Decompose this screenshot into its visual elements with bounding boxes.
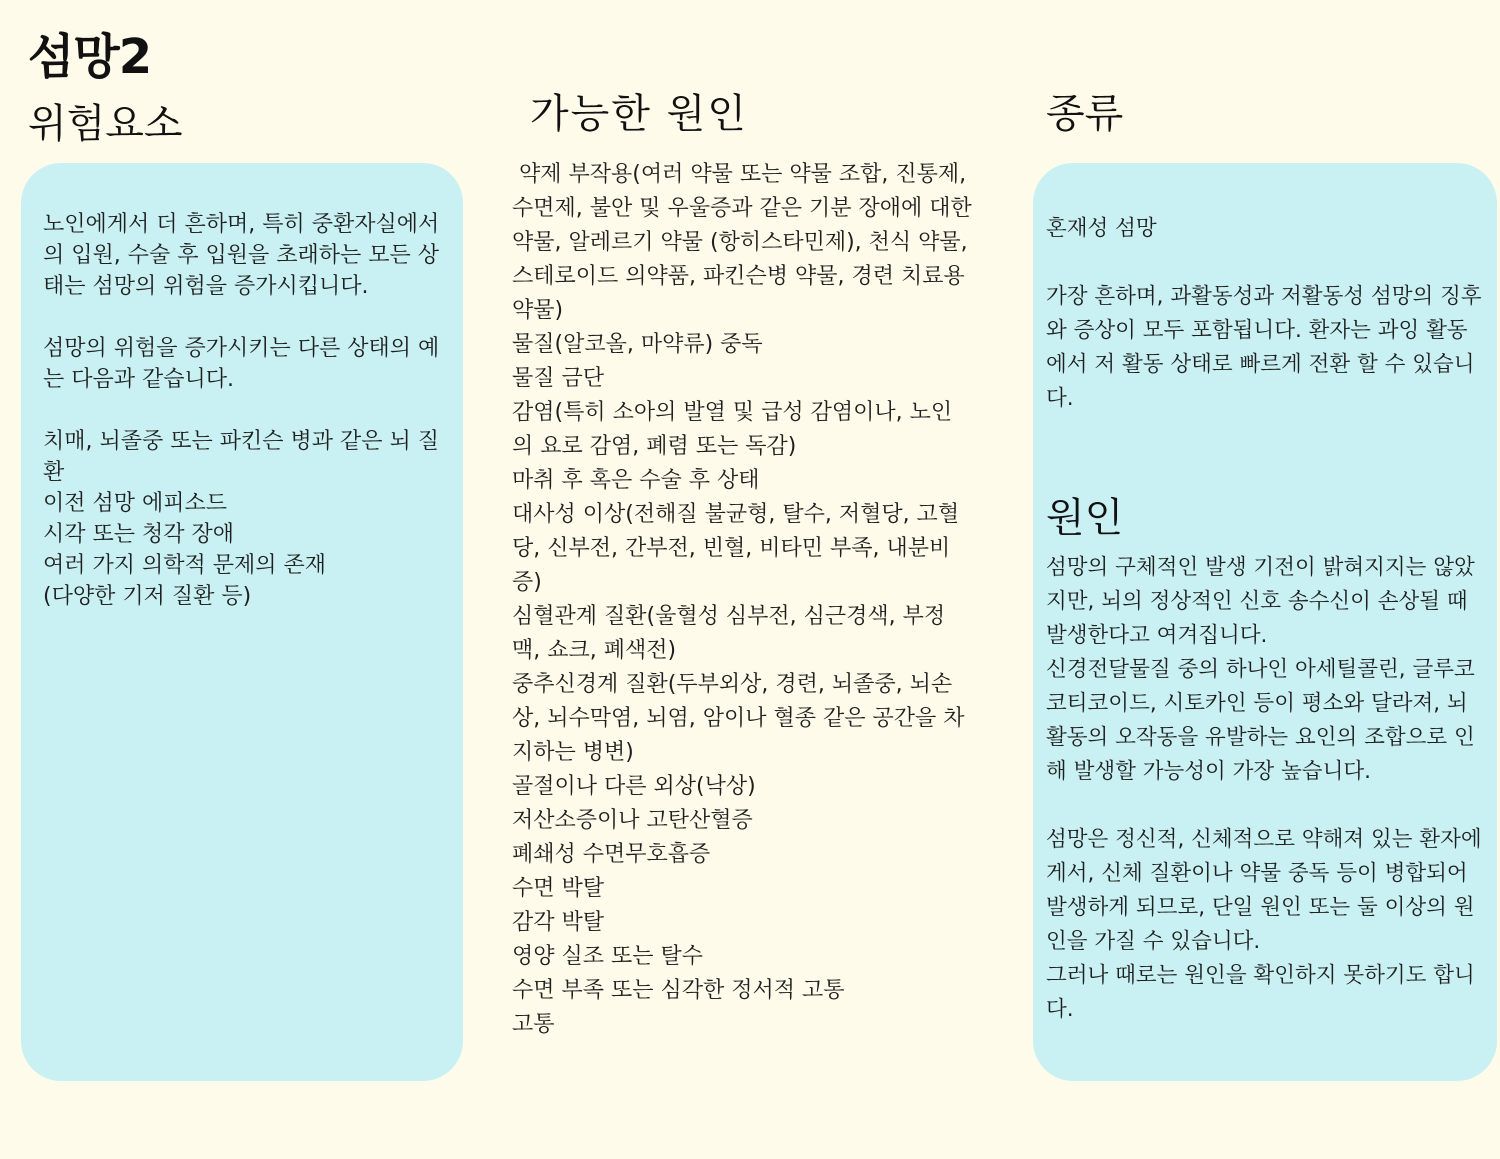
cause-item: 감염(특히 소아의 발열 및 급성 감염이나, 노인의 요로 감염, 폐렴 또는 독감) xyxy=(512,400,953,459)
possible-causes-heading: 가능한 원인 xyxy=(530,91,748,137)
causes-paragraph: 그러나 때로는 원인을 확인하지 못하기도 합니다. xyxy=(1046,963,1475,1022)
causes-content xyxy=(1046,551,1486,1027)
causes-paragraph: 섬망의 구체적인 발생 기전이 밝혀지지는 않았지만, 뇌의 정상적인 신호 송수신이 손상될 때 발생한다고 여겨집니다. xyxy=(1046,555,1475,648)
causes-heading: 원인 xyxy=(1046,495,1124,541)
page-title: 섬망2 xyxy=(28,29,152,85)
cause-item: 대사성 이상(전해질 불균형, 탈수, 저혈당, 고혈당, 신부전, 간부전, 빈혈, 비타민 부족, 내분비증) xyxy=(512,502,960,595)
possible-causes-list xyxy=(512,158,979,1042)
cause-item: 고통 xyxy=(512,1012,555,1037)
causes-paragraph: 신경전달물질 중의 하나인 아세틸콜린, 글루코코티코이드, 시토카인 등이 평소와 달라져, 뇌 활동의 오작동을 유발하는 요인의 조합으로 인해 발생할 가능성이 가장 높습니다. xyxy=(1046,657,1475,784)
cause-item: 영양 실조 또는 탈수 xyxy=(512,944,703,969)
cause-item: 물질(알코올, 마약류) 중독 xyxy=(512,332,763,357)
cause-item: 감각 박탈 xyxy=(512,910,605,935)
cause-item: 물질 금단 xyxy=(512,366,605,391)
cause-item: 심혈관계 질환(울혈성 심부전, 심근경색, 부정맥, 쇼크, 폐색전) xyxy=(512,604,946,663)
risk-factor-item: 시각 또는 청각 장애 xyxy=(43,522,234,547)
type-description: 가장 흔하며, 과활동성과 저활동성 섬망의 징후와 증상이 모두 포함됩니다. 환자는 과잉 활동에서 저 활동 상태로 빠르게 전환 할 수 있습니다. xyxy=(1046,284,1482,411)
risk-factors-content xyxy=(43,209,443,612)
cause-item: 마취 후 혹은 수술 후 상태 xyxy=(512,468,760,493)
cause-item: 저산소증이나 고탄산혈증 xyxy=(512,808,753,833)
cause-item: 약제 부작용(여러 약물 또는 약물 조합, 진통제, 수면제, 불안 및 우울증과 같은 기분 장애에 대한 약물, 알레르기 약물 (항히스타민제), 천식 약물, 스테로이드 의약품, 파킨슨병 약물, 경련 치료용 약물) xyxy=(512,162,979,323)
risk-factor-item: 이전 섬망 에피소드 xyxy=(43,491,228,516)
cause-item: 골절이나 다른 외상(낙상) xyxy=(512,774,756,799)
types-heading: 종류 xyxy=(1046,91,1124,137)
types-content xyxy=(1046,212,1486,416)
risk-factors-heading: 위험요소 xyxy=(28,101,183,147)
risk-factors-intro: 노인에게서 더 흔하며, 특히 중환자실에서의 입원, 수술 후 입원을 초래하는 모든 상태는 섬망의 위험을 증가시킵니다. xyxy=(43,212,440,299)
risk-factors-lead: 섬망의 위험을 증가시키는 다른 상태의 예는 다음과 같습니다. xyxy=(43,336,440,392)
cause-item: 수면 박탈 xyxy=(512,876,605,901)
cause-item: 중추신경계 질환(두부외상, 경련, 뇌졸중, 뇌손상, 뇌수막염, 뇌염, 암이나 혈종 같은 공간을 차지하는 병변) xyxy=(512,672,965,765)
risk-factor-item: 치매, 뇌졸중 또는 파킨슨 병과 같은 뇌 질환 xyxy=(43,429,439,485)
cause-item: 폐쇄성 수면무호흡증 xyxy=(512,842,711,867)
causes-paragraph: 섬망은 정신적, 신체적으로 약해져 있는 환자에게서, 신체 질환이나 약물 중독 등이 병합되어 발생하게 되므로, 단일 원인 또는 둘 이상의 원인을 가질 수 있습니다. xyxy=(1046,827,1482,954)
type-name: 혼재성 섬망 xyxy=(1046,216,1157,241)
cause-item: 수면 부족 또는 심각한 정서적 고통 xyxy=(512,978,845,1003)
risk-factor-item: 여러 가지 의학적 문제의 존재 xyxy=(43,553,326,578)
risk-factor-item: (다양한 기저 질환 등) xyxy=(43,584,252,609)
